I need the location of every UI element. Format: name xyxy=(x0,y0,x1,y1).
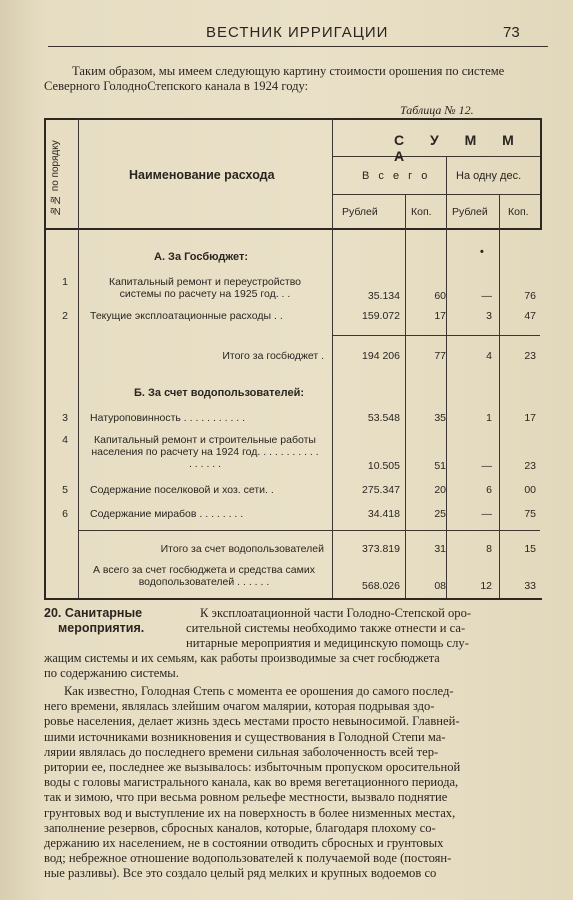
table-header-bottom-rule xyxy=(44,228,542,230)
header-rule xyxy=(48,46,548,47)
row-num: 6 xyxy=(62,508,68,520)
row-rub-des: — xyxy=(481,290,492,302)
table-left-rule xyxy=(44,118,46,598)
col-rule-vsego xyxy=(446,156,447,598)
row-rub: 35.134 xyxy=(367,290,400,302)
text-line: заполнение резервов, сбросных каналов, которые, благодаря плохому со- xyxy=(44,820,436,835)
row-kop: 35 xyxy=(434,412,446,424)
row-rub: 10.505 xyxy=(367,460,400,472)
row-name: Капитальный ремонт и переустройство системы по расчету на 1925 год. . . xyxy=(109,276,301,300)
sub-rule xyxy=(332,194,540,195)
row-name: Капитальный ремонт и строительные работы населения по расчету на 1924 год. . . . . . . . . . . . . . . . . xyxy=(91,434,319,470)
subtotal-b-rule xyxy=(332,530,540,531)
row-rub-des: — xyxy=(481,460,492,472)
row-kop: 51 xyxy=(434,460,446,472)
cost-table xyxy=(44,118,542,600)
row-rub-des: 6 xyxy=(486,484,492,496)
text-line: воды с головы магистрального канала, как во время вегетационного периода, xyxy=(44,775,459,790)
row-kop-des: 75 xyxy=(524,508,536,520)
row-kop: 17 xyxy=(434,310,446,322)
row-name: Содержание поселковой и хоз. сети. . xyxy=(90,484,274,496)
table-top-rule xyxy=(44,118,542,120)
row-kop-des: 76 xyxy=(524,290,536,302)
page-header xyxy=(48,22,548,48)
text-line: жащим системы и их семьям, как работы производимые за счет госбюджета xyxy=(44,651,440,665)
row-rub-des: — xyxy=(481,508,492,520)
sub-header-rub-des: Рублей xyxy=(452,206,488,218)
row-kop: 25 xyxy=(434,508,446,520)
page-number: 73 xyxy=(503,24,520,41)
col-header-num: №№ по порядку xyxy=(50,140,61,216)
row-num: 5 xyxy=(62,484,68,496)
text-line: него времени, являлась злейшим очагом малярии, которая подрывая здо- xyxy=(44,699,435,714)
col-rule-num xyxy=(78,118,79,598)
text-line: ные разливы). Все это создало целый ряд мелких и крупных водоемов со xyxy=(44,866,437,881)
col-header-vsego: В с е г о xyxy=(362,170,431,182)
row-name: Текущие эксплоатационные расходы . . xyxy=(90,310,283,322)
row-kop-des: 33 xyxy=(524,580,536,592)
text-line: К эксплоатационной части Голодно-Степской оро- xyxy=(200,606,472,620)
row-kop: 20 xyxy=(434,484,446,496)
journal-title: ВЕСТНИК ИРРИГАЦИИ xyxy=(206,24,389,41)
row-name: Натуроповинность . . . . . . . . . . . xyxy=(90,412,246,424)
heading-line: 20. Санитарные xyxy=(44,606,143,620)
text-line: ровье населения, делает жизнь здесь местами просто невыносимой. Главней- xyxy=(44,714,460,729)
section-20-paragraph-2 xyxy=(44,684,544,882)
text-line: так и зимою, что при весьма ровном рельефе местности, вызвало поднятие xyxy=(44,790,448,805)
row-kop-des: 00 xyxy=(524,484,536,496)
sub-header-rub: Рублей xyxy=(342,206,378,218)
row-kop: 77 xyxy=(434,350,446,362)
table-bottom-rule xyxy=(44,598,542,600)
col-header-summa: С У М М А xyxy=(394,132,525,164)
col-header-name: Наименование расхода xyxy=(129,168,275,182)
col-rule-kop2 xyxy=(499,194,500,598)
text-line: вод; небрежное отношение водопользователей к получаемой воде (постоян- xyxy=(44,851,452,866)
row-num: 3 xyxy=(62,412,68,424)
row-rub-des: 4 xyxy=(486,350,492,362)
row-rub: 373.819 xyxy=(362,543,400,555)
row-name: Итого за счет водопользователей xyxy=(160,543,324,555)
text-line: держанию их населением, не в состоянии отводить сбросных и грунтовых xyxy=(44,836,444,851)
text-line: нитарные мероприятия и медицинскую помощь слу- xyxy=(186,636,469,650)
row-kop-des: 17 xyxy=(524,412,536,424)
text-line: шими источниками возникновения и существования в Голодной Степи ма- xyxy=(44,729,446,744)
section-b-heading: Б. За счет водопользователей: xyxy=(134,387,304,399)
row-rub-des: 1 xyxy=(486,412,492,424)
heading-line: мероприятия. xyxy=(58,621,145,635)
section-20-paragraph-1 xyxy=(44,606,544,681)
row-kop-des: 23 xyxy=(524,350,536,362)
row-kop-des: 15 xyxy=(524,543,536,555)
subtotal-b-rule-left xyxy=(78,530,332,531)
text-line: Как известно, Голодная Степь с момента ее орошения до самого послед- xyxy=(64,684,454,698)
intro-paragraph: Таким образом, мы имеем следующую картину стоимости орошения по системе Северного ГолодноСтепского канала в 1924 году: xyxy=(44,64,505,93)
row-rub-des: 8 xyxy=(486,543,492,555)
row-num: 4 xyxy=(62,434,68,446)
section-a-mark: • xyxy=(480,246,484,258)
row-num: 1 xyxy=(62,276,68,288)
row-kop-des: 47 xyxy=(524,310,536,322)
text-line: ритории ее, последнее же вызывалось: избыточным пропуском оросительной xyxy=(44,760,461,775)
col-header-per-des: На одну дес. xyxy=(456,170,522,182)
row-rub: 194 206 xyxy=(362,350,400,362)
row-rub: 568.026 xyxy=(362,580,400,592)
row-rub: 275.347 xyxy=(362,484,400,496)
row-kop: 08 xyxy=(434,580,446,592)
section-a-heading: А. За Госбюджет: xyxy=(154,251,249,263)
row-name: Содержание мирабов . . . . . . . . xyxy=(90,508,244,520)
sub-header-kop: Коп. xyxy=(411,206,432,218)
row-name: Итого за госбюджет . xyxy=(222,350,324,362)
row-kop-des: 23 xyxy=(524,460,536,472)
text-line: по содержанию системы. xyxy=(44,666,179,680)
text-line: грунтовых вод и выступление их на поверхность в более низменных местах, xyxy=(44,805,456,820)
sub-header-kop-des: Коп. xyxy=(508,206,529,218)
row-rub: 53.548 xyxy=(367,412,400,424)
row-rub-des: 12 xyxy=(480,580,492,592)
text-line: сительной системы необходимо также отнести и са- xyxy=(186,621,466,635)
row-kop: 60 xyxy=(434,290,446,302)
text-line: лярии являлась до последнего времени сильная заболоченность всей тер- xyxy=(44,744,439,759)
row-name: А всего за счет госбюджета и средства самих водопользователей . . . . . . xyxy=(93,564,315,588)
row-rub-des: 3 xyxy=(486,310,492,322)
row-rub: 159.072 xyxy=(362,310,400,322)
row-rub: 34.418 xyxy=(367,508,400,520)
subtotal-a-rule xyxy=(332,335,540,336)
row-kop: 31 xyxy=(434,543,446,555)
row-num: 2 xyxy=(62,310,68,322)
col-rule-kop1 xyxy=(405,194,406,598)
table-label: Таблица № 12. xyxy=(400,103,474,117)
